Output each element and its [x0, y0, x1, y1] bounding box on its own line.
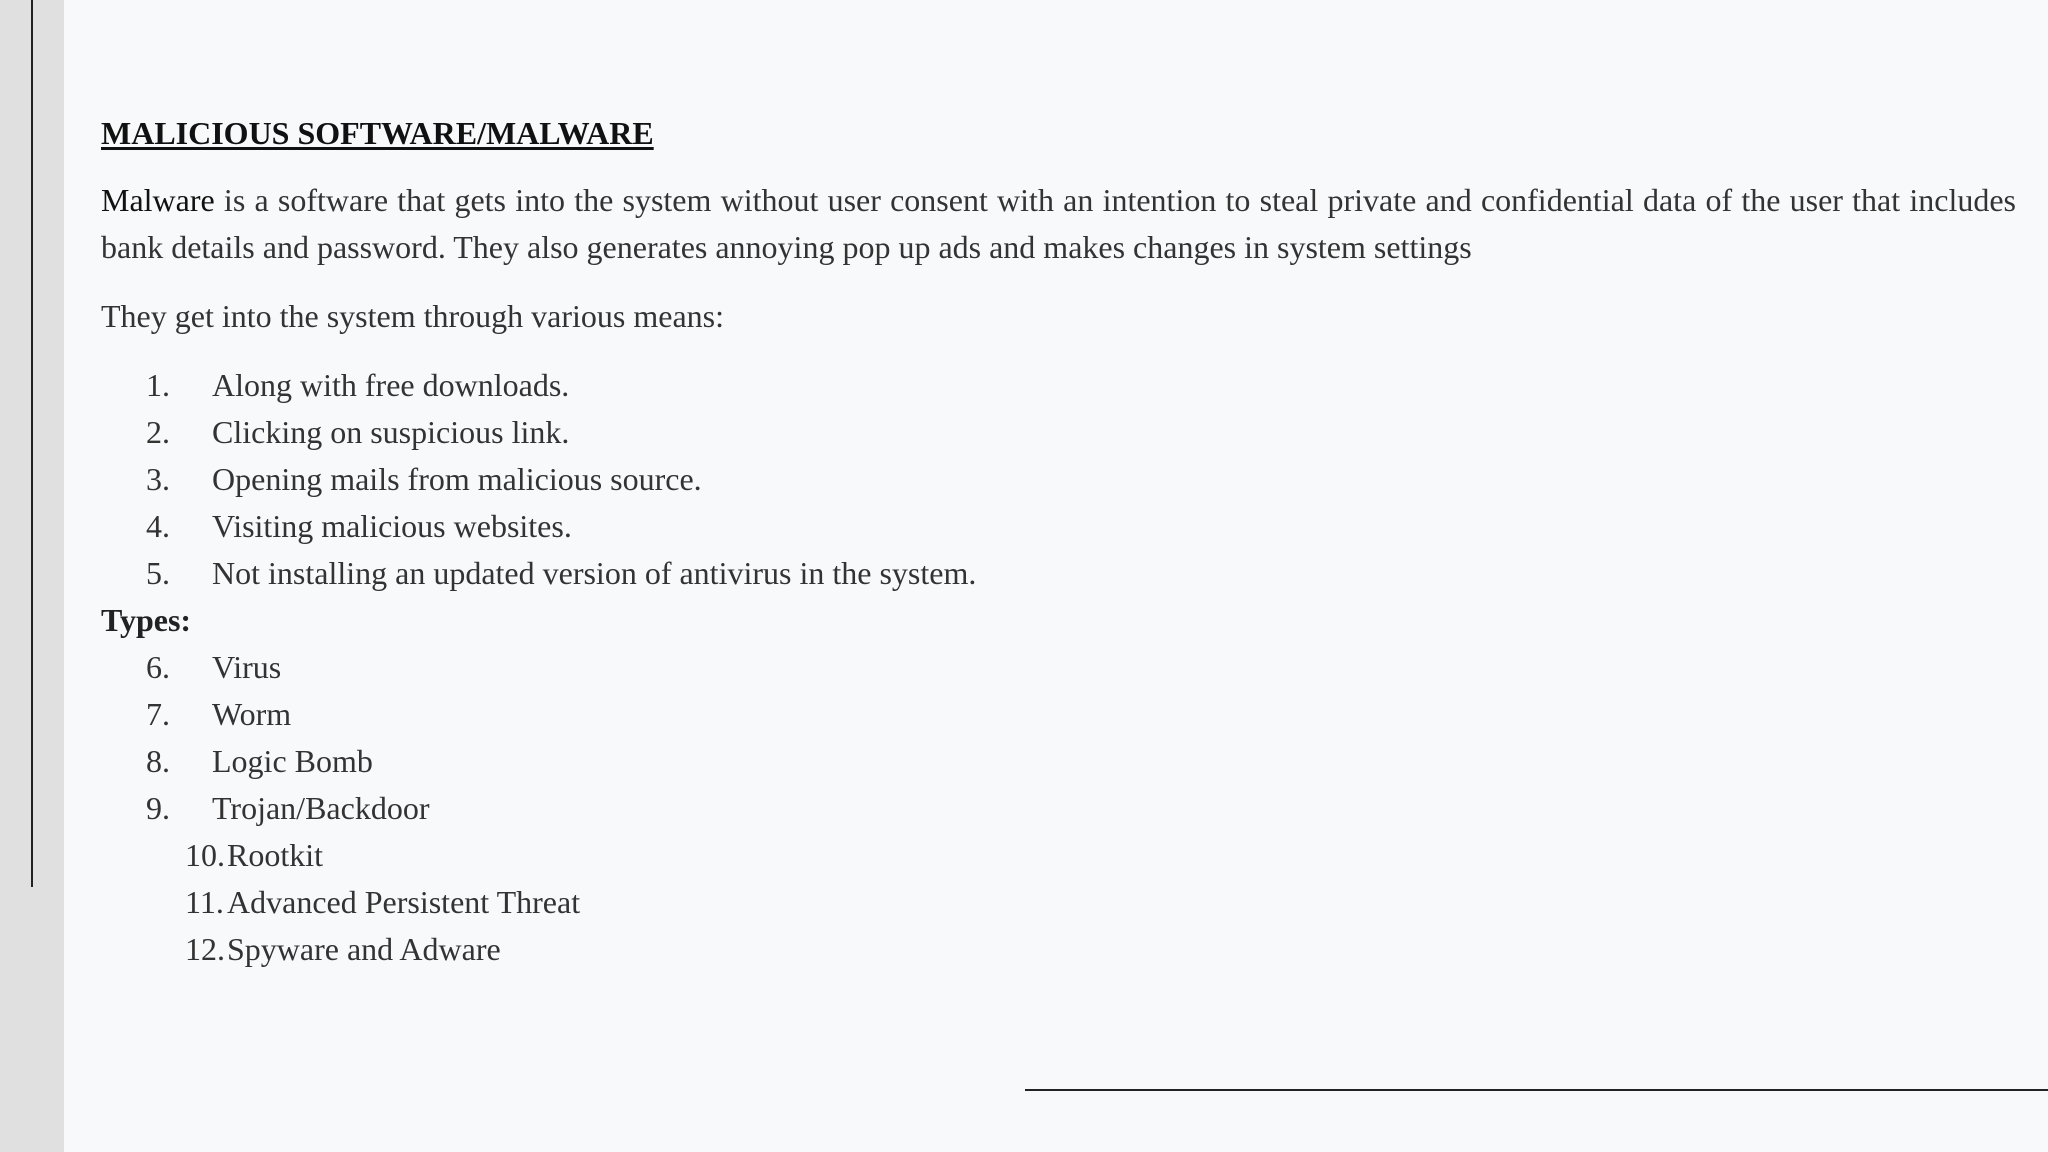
list-text: Along with free downloads.: [212, 367, 570, 403]
list-item: [101, 409, 2016, 456]
list-item: [101, 362, 2016, 409]
list-number: 10.: [185, 837, 225, 873]
list-text: Logic Bomb: [212, 743, 373, 779]
list-number: 2.: [146, 414, 170, 450]
intro-paragraph: [101, 177, 2016, 271]
list-text: Trojan/Backdoor: [212, 790, 430, 826]
list-text: Visiting malicious websites.: [212, 508, 572, 544]
list-number: 12.: [185, 931, 225, 967]
section-heading: MALICIOUS SOFTWARE/MALWARE: [101, 115, 654, 151]
list-item: [101, 691, 2016, 738]
types-list: [101, 644, 2016, 973]
list-number: 11.: [185, 884, 224, 920]
list-item: [101, 926, 2016, 973]
list-item: [101, 738, 2016, 785]
types-label: Types:: [101, 602, 192, 638]
list-item: [101, 550, 2016, 597]
list-item: [101, 503, 2016, 550]
list-number: 4.: [146, 508, 170, 544]
list-text: Opening mails from malicious source.: [212, 461, 702, 497]
intro-text: is a software that gets into the system without user consent with an intention to steal private and confidential data of the user that includes bank details and password. They also generates annoying pop up ads and makes changes in system settings: [101, 182, 2016, 265]
intro-term: Malware: [101, 182, 215, 218]
means-list: [101, 362, 2016, 597]
list-text: Rootkit: [227, 837, 324, 873]
list-text: Not installing an updated version of antivirus in the system.: [212, 555, 977, 591]
list-item: [101, 456, 2016, 503]
list-item: [101, 832, 2016, 879]
list-number: 7.: [146, 696, 170, 732]
footnote-separator: [1025, 1089, 2048, 1091]
list-number: 3.: [146, 461, 170, 497]
list-text: Spyware and Adware: [227, 931, 501, 967]
margin-rule: [31, 0, 33, 887]
list-text: Advanced Persistent Threat: [227, 884, 581, 920]
list-text: Worm: [212, 696, 292, 732]
list-number: 8.: [146, 743, 170, 779]
list-number: 6.: [146, 649, 170, 685]
list-text: Virus: [212, 649, 282, 685]
list-number: 1.: [146, 367, 170, 403]
list-item: [101, 644, 2016, 691]
list-item: [101, 785, 2016, 832]
list-number: 5.: [146, 555, 170, 591]
document-body: [101, 110, 2016, 973]
list-text: Clicking on suspicious link.: [212, 414, 570, 450]
list-number: 9.: [146, 790, 170, 826]
list-item: [101, 879, 2016, 926]
means-intro: They get into the system through various means:: [101, 298, 724, 334]
